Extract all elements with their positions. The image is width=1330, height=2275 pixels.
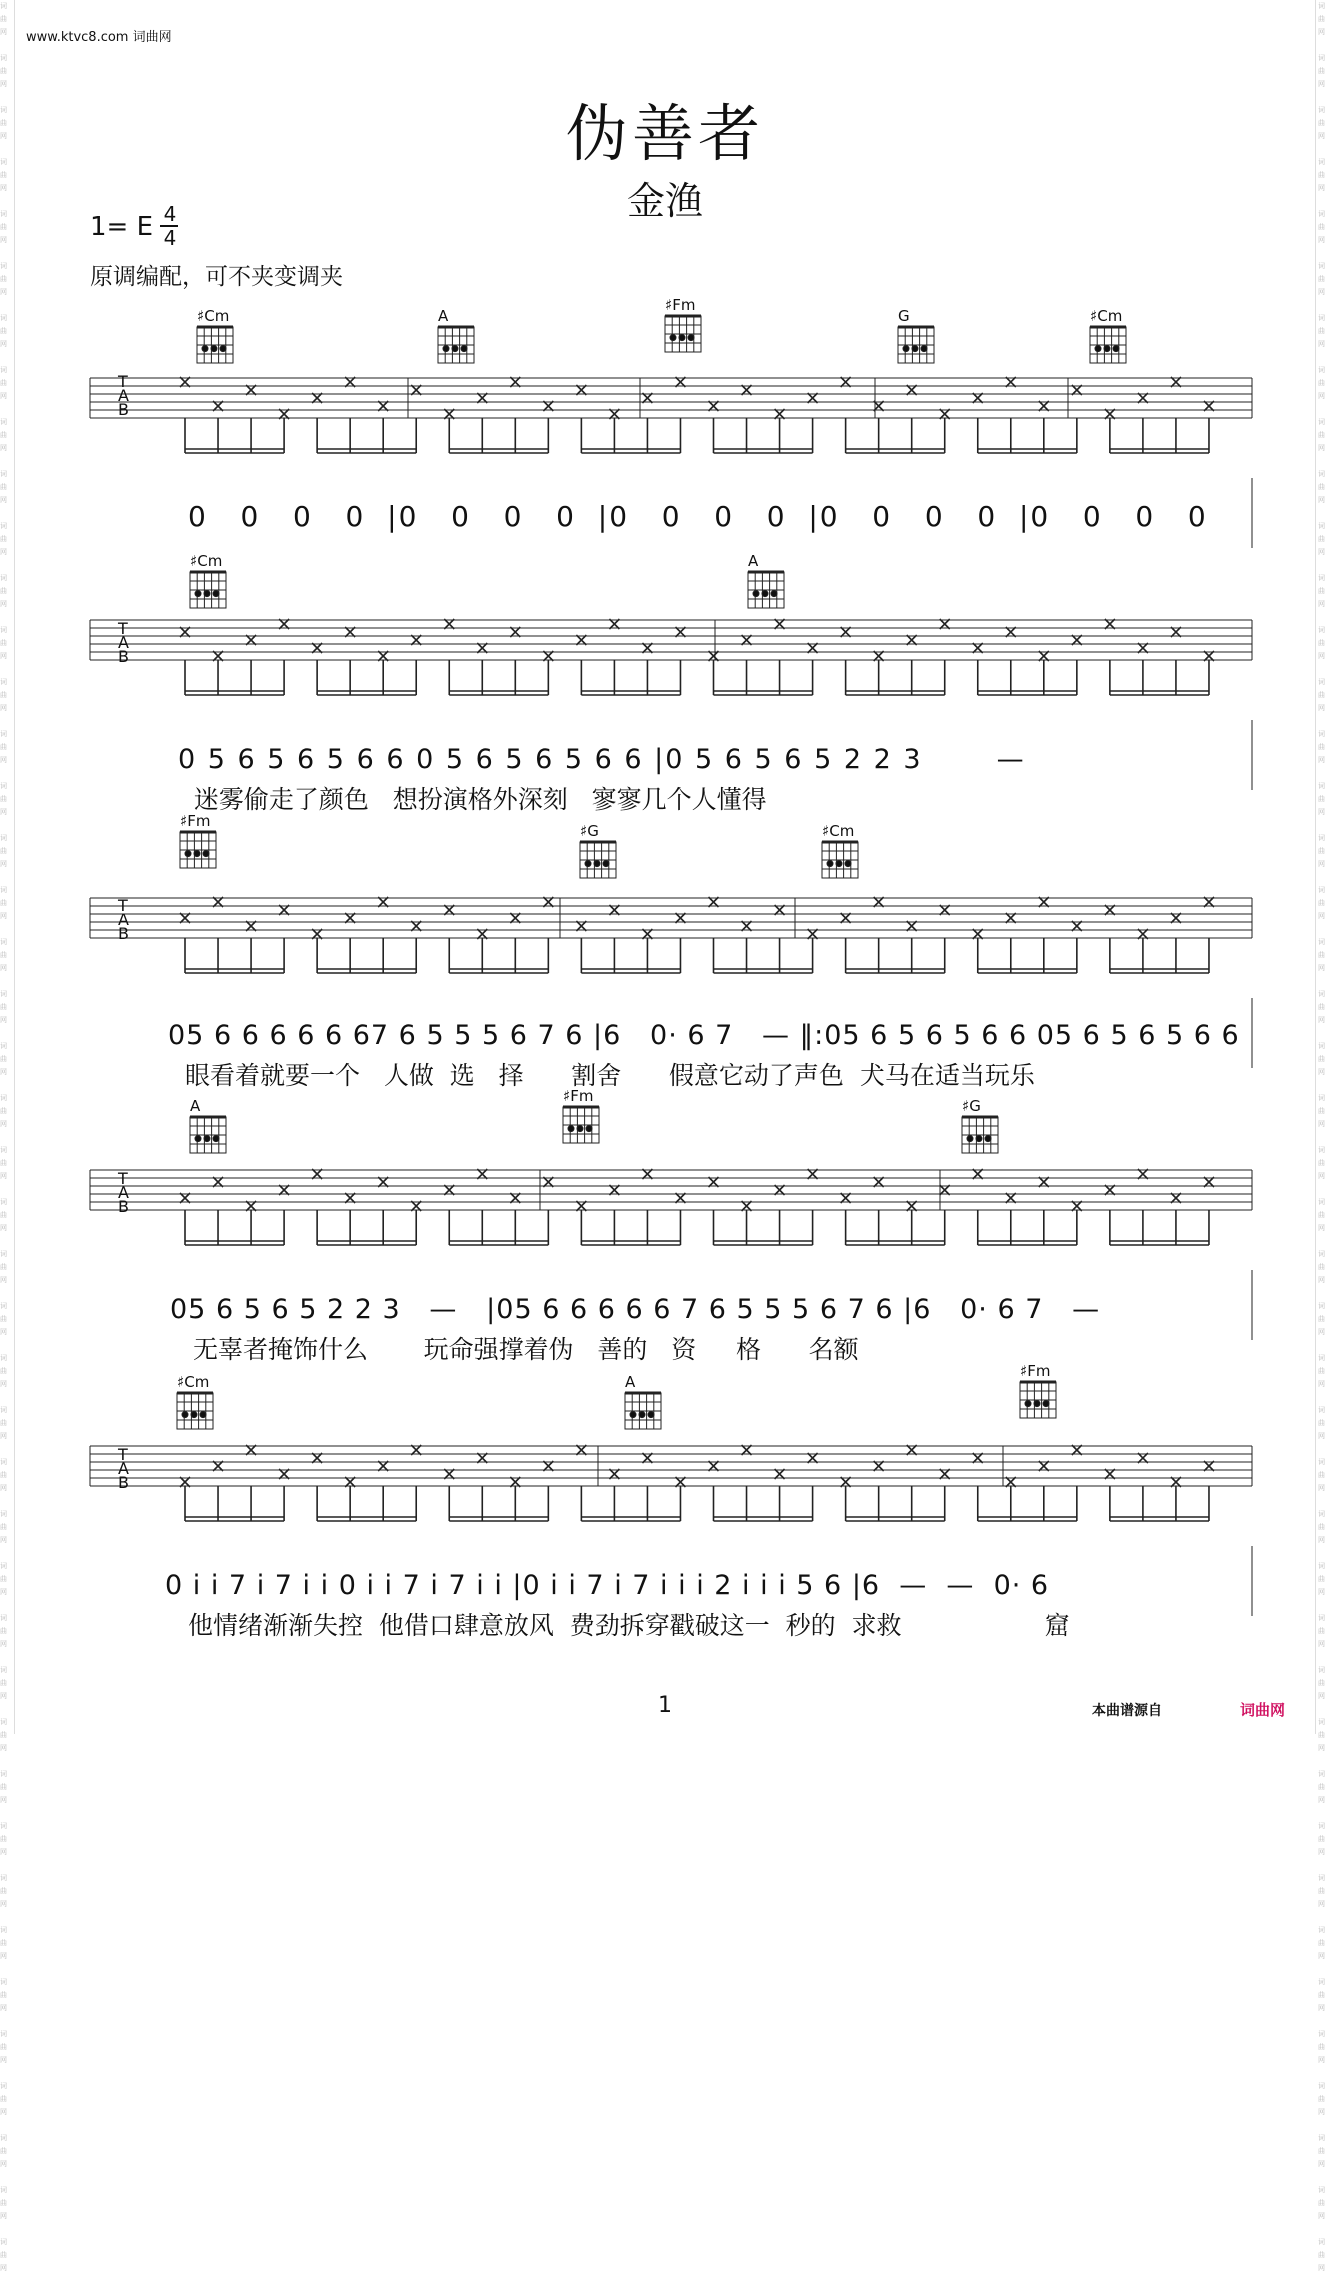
lyrics-line: 迷雾偷走了颜色 想扮演格外深刻 寥寥几个人懂得 bbox=[178, 785, 767, 814]
chord-label: A bbox=[190, 1097, 201, 1115]
site-url[interactable]: www.ktvc8.com 词曲网 bbox=[26, 30, 172, 45]
tab-clef: T A B bbox=[118, 619, 129, 666]
chord-label: A bbox=[438, 307, 449, 325]
lyrics-line: 无辜者掩饰什么 玩命强撑着伪 善的 资 格 名额 bbox=[185, 1335, 859, 1364]
tab-clef: T A B bbox=[118, 896, 129, 943]
chord-label: ♯Fm bbox=[180, 812, 211, 830]
key-signature: 1= E bbox=[90, 212, 154, 242]
chord-label: ♯Fm bbox=[1020, 1362, 1051, 1380]
chord-label: A bbox=[625, 1373, 636, 1391]
jianpu-line: 0 0 0 0 |0 0 0 0 |0 0 0 0 |0 0 0 0 |0 0 0 0 bbox=[188, 500, 1208, 533]
chord-label: ♯Fm bbox=[563, 1087, 594, 1105]
chord-label: G bbox=[898, 307, 910, 325]
page-number: 1 bbox=[658, 1693, 672, 1718]
right-watermark: 词 曲 网 词 曲 网 词 曲 网 词 曲 网 词 曲 网 词 曲 网 词 曲 网 词 曲 网 词 曲 网 词 曲 网 词 曲 网 词 曲 网 词 曲 网 词 曲 网 词 曲 网 词 曲 网 词 曲 网 词 曲 网 词 曲 网 词 曲 网 词 曲 网 词 曲 网 词 曲 网 词 曲 网 词 曲 网 词 曲 网 词 曲 网 词 曲 网 词 曲 网 词 曲 网 词 曲 网 词 曲 网 词 曲 网 词 曲 网 词 曲 网 词 曲 网 词 曲 网 词 曲 网 词 曲 网 词 曲 网 词 曲 网 词 曲 网 词 曲 网 词 曲 网 bbox=[1318, 2, 1325, 2272]
brand-logo[interactable]: 词曲网 bbox=[1240, 1701, 1286, 1719]
chord-label: ♯Cm bbox=[822, 822, 855, 840]
chord-label: ♯Cm bbox=[1090, 307, 1123, 325]
chord-label: ♯G bbox=[962, 1097, 981, 1115]
jianpu-line: 05 6 6 6 6 6 67 6 5 5 5 6 7 6 |6 0· 6 7 — ‖:05 6 5 6 5 6 6 05 6 5 6 5 6 6 bbox=[168, 1020, 1240, 1051]
chord-label: ♯Cm bbox=[190, 552, 223, 570]
lyrics-line: 眼看着就要一个 人做 选 择 割舍 假意它动了声色 犬马在适当玩乐 bbox=[185, 1061, 1035, 1090]
jianpu-line: 05 6 5 6 5 2 2 3 — |05 6 6 6 6 6 7 6 5 5 5 6 7 6 |6 0· 6 7 — bbox=[170, 1294, 1101, 1325]
artist-name: 金渔 bbox=[626, 179, 703, 223]
tab-clef: T A B bbox=[118, 372, 129, 419]
chord-label: ♯Fm bbox=[665, 296, 696, 314]
chord-label: ♯G bbox=[580, 822, 599, 840]
time-sig-top: 4 bbox=[163, 202, 177, 226]
chord-label: ♯Cm bbox=[177, 1373, 210, 1391]
time-sig-bottom: 4 bbox=[163, 226, 177, 250]
source-label: 本曲谱源自 bbox=[1092, 1703, 1162, 1719]
chord-label: A bbox=[748, 552, 759, 570]
tab-clef: T A B bbox=[118, 1445, 129, 1492]
song-title: 伪善者 bbox=[565, 97, 764, 170]
tab-clef: T A B bbox=[118, 1169, 129, 1216]
jianpu-line: 0 i i 7 i 7 i i 0 i i 7 i 7 i i |0 i i 7 i 7 i i i 2 i i i 5 6 |6 — — 0· 6 bbox=[165, 1570, 1050, 1601]
left-watermark: 词 曲 网 词 曲 网 词 曲 网 词 曲 网 词 曲 网 词 曲 网 词 曲 网 词 曲 网 词 曲 网 词 曲 网 词 曲 网 词 曲 网 词 曲 网 词 曲 网 词 曲 网 词 曲 网 词 曲 网 词 曲 网 词 曲 网 词 曲 网 词 曲 网 词 曲 网 词 曲 网 词 曲 网 词 曲 网 词 曲 网 词 曲 网 词 曲 网 词 曲 网 词 曲 网 词 曲 网 词 曲 网 词 曲 网 词 曲 网 词 曲 网 词 曲 网 词 曲 网 词 曲 网 词 曲 网 词 曲 网 词 曲 网 词 曲 网 词 曲 网 词 曲 网 bbox=[0, 2, 7, 2272]
chord-label: ♯Cm bbox=[197, 307, 230, 325]
jianpu-line: 0 5 6 5 6 5 6 6 0 5 6 5 6 5 6 6 |0 5 6 5 6 5 2 2 3 — bbox=[178, 744, 1026, 775]
lyrics-line: 他情绪渐渐失控 他借口肆意放风 费劲拆穿戳破这一 秒的 求救 窟 bbox=[180, 1611, 1070, 1640]
arrangement-note: 原调编配，可不夹变调夹 bbox=[90, 264, 343, 290]
